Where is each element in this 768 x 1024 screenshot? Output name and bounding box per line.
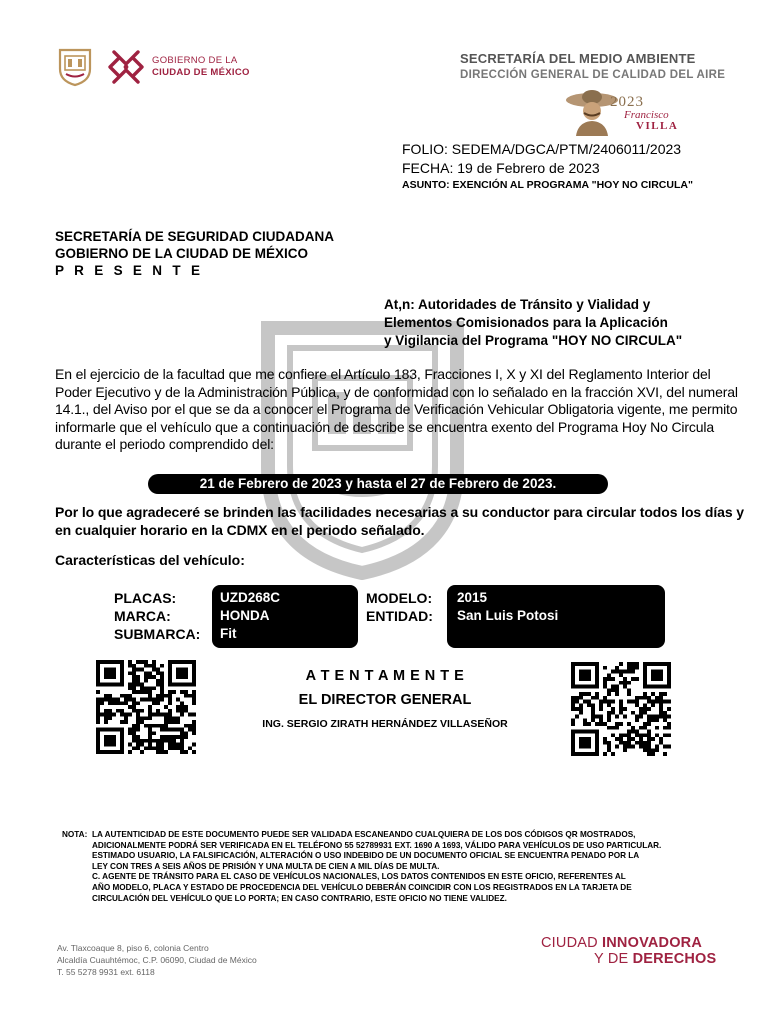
nota-line-3: ESTIMADO USUARIO, LA FALSIFICACIÓN, ALTERACIÓN O USO INDEBIDO DE UN DOCUMENTO OFICIAL SE ENCUENTRA PENADO POR LA — [92, 851, 640, 861]
footer-slogan — [541, 935, 716, 967]
modelo-label: MODELO: — [366, 590, 433, 606]
vehicle-labels-right — [366, 589, 446, 625]
placas-label: PLACAS: — [114, 590, 177, 606]
recipient-line-2: GOBIERNO DE LA CIUDAD DE MÉXICO — [55, 246, 309, 261]
nota-lead: NOTA: — [62, 830, 88, 839]
emblem-name: Francisco — [624, 109, 669, 121]
asunto: ASUNTO: EXENCIÓN AL PROGRAMA "HOY NO CIRCULA" — [402, 179, 693, 191]
nota-line-5: C. AGENTE DE TRÁNSITO PARA EL CASO DE VEHÍCULOS NACIONALES, LOS DATOS CONTENIDOS EN ESTE OFICIO, REFERENTES AL — [92, 872, 626, 882]
coat-of-arms-icon — [56, 47, 94, 87]
vehicle-heading: Características del vehículo: — [55, 552, 245, 568]
fecha: FECHA: 19 de Febrero de 2023 — [402, 160, 600, 176]
attention-line-2: Elementos Comisionados para la Aplicación — [384, 315, 668, 330]
recipient-block — [55, 228, 334, 279]
modelo-value: 2015 — [457, 590, 488, 605]
nota-block — [62, 830, 742, 904]
slogan-part-2: INNOVADORA — [602, 935, 703, 951]
cdmx-logo-icon — [106, 46, 146, 88]
folio: FOLIO: SEDEMA/DGCA/PTM/2406011/2023 — [402, 141, 682, 157]
recipient-line-3: P R E S E N T E — [55, 263, 204, 278]
attention-line-3: y Vigilancia del Programa "HOY NO CIRCULA" — [384, 333, 683, 348]
placas-value: UZD268C — [220, 590, 281, 605]
footer-address — [57, 942, 257, 978]
government-name — [152, 55, 250, 79]
qr-code-right-icon[interactable] — [571, 662, 671, 756]
emblem-last-name: VILLA — [636, 120, 679, 132]
gob-line-1: GOBIERNO DE LA — [152, 55, 238, 66]
vehicle-values-right-box — [447, 585, 665, 648]
nota-line-2: ADICIONALMENTE PODRÁ SER VERIFICADA EN EL TELÉFONO 55 52789931 EXT. 1690 A 1693, VÁLIDO PARA VEHÍCULOS DE USO PARTICULAR. — [92, 840, 662, 850]
footer-address-line-3: T. 55 5278 9931 ext. 6118 — [57, 967, 155, 977]
vehicle-labels-left — [114, 589, 214, 643]
attention-block — [384, 296, 744, 350]
director-title: EL DIRECTOR GENERAL — [298, 692, 472, 708]
vehicle-values-left-box — [212, 585, 358, 648]
nota-line-1: LA AUTENTICIDAD DE ESTE DOCUMENTO PUEDE SER VALIDADA ESCANEANDO CUALQUIERA DE LOS DOS CÓDIGOS QR MOSTRADOS, — [92, 830, 636, 839]
entidad-value: San Luis Potosi — [457, 608, 559, 623]
entidad-label: ENTIDAD: — [366, 608, 433, 624]
submarca-value: Fit — [220, 626, 237, 641]
emblem-year: 2023 — [610, 94, 644, 110]
slogan-part-4: DERECHOS — [632, 951, 717, 967]
nota-line-4: LEY CON TRES A SEIS AÑOS DE PRISIÓN Y UNA MULTA DE CIEN A MIL DÍAS DE MULTA. — [92, 861, 440, 871]
marca-value: HONDA — [220, 608, 270, 623]
direccion-title: DIRECCIÓN GENERAL DE CALIDAD DEL AIRE — [460, 69, 726, 81]
slogan-part-3: Y DE — [594, 951, 633, 967]
footer-address-line-2: Alcaldía Cuauhtémoc, C.P. 06090, Ciudad de México — [57, 955, 257, 965]
exemption-period: 21 de Febrero de 2023 y hasta el 27 de Febrero de 2023. — [148, 474, 608, 494]
marca-label: MARCA: — [114, 608, 171, 624]
secretaria-title: SECRETARÍA DEL MEDIO AMBIENTE — [460, 51, 696, 66]
attention-line-1: At,n: Autoridades de Tránsito y Vialidad y — [384, 297, 651, 312]
submarca-label: SUBMARCA: — [114, 626, 201, 642]
atentamente: A T E N T A M E N T E — [305, 668, 465, 684]
folio-block — [402, 140, 681, 178]
body-paragraph: En el ejercicio de la facultad que me confiere el Artículo 183, Fracciones I, X y XI del Reglamento Interior del Poder Ejecutivo y de la Administración Pública, y de conformidad con lo señalado en la fracción XVI, del numeral 14.1., del Aviso por el que se da a conocer el Programa de Verificación Vehicular Obligatoria vigente, me permito informarle que el vehículo que a continuación de describe se encuentra exento del Programa Hoy No Circula durante el periodo comprendido del: — [55, 366, 738, 452]
slogan-part-1: CIUDAD — [541, 935, 603, 951]
nota-line-7: CIRCULACIÓN DEL VEHÍCULO QUE LO PORTA; EN CASO CONTRARIO, ESTE OFICIO NO TIENE VALIDEZ. — [92, 893, 507, 903]
qr-code-left-icon[interactable] — [96, 660, 196, 754]
footer-address-line-1: Av. Tlaxcoaque 8, piso 6, colonia Centro — [57, 943, 209, 953]
nota-line-6: AÑO MODELO, PLACA Y ESTADO DE PROCEDENCIA DEL VEHÍCULO DEBERÁN COINCIDIR CON LOS REGISTRADOS EN LA TARJETA DE — [92, 882, 632, 892]
thanks-paragraph: Por lo que agradeceré se brinden las facilidades necesarias a su conductor para circular todos los días y en cualquier horario en la CDMX en el periodo señalado. — [55, 504, 744, 538]
gob-line-2: CIUDAD DE MÉXICO — [152, 67, 250, 78]
recipient-line-1: SECRETARÍA DE SEGURIDAD CIUDADANA — [55, 229, 335, 244]
director-name: ING. SERGIO ZIRATH HERNÁNDEZ VILLASEÑOR — [262, 718, 508, 730]
